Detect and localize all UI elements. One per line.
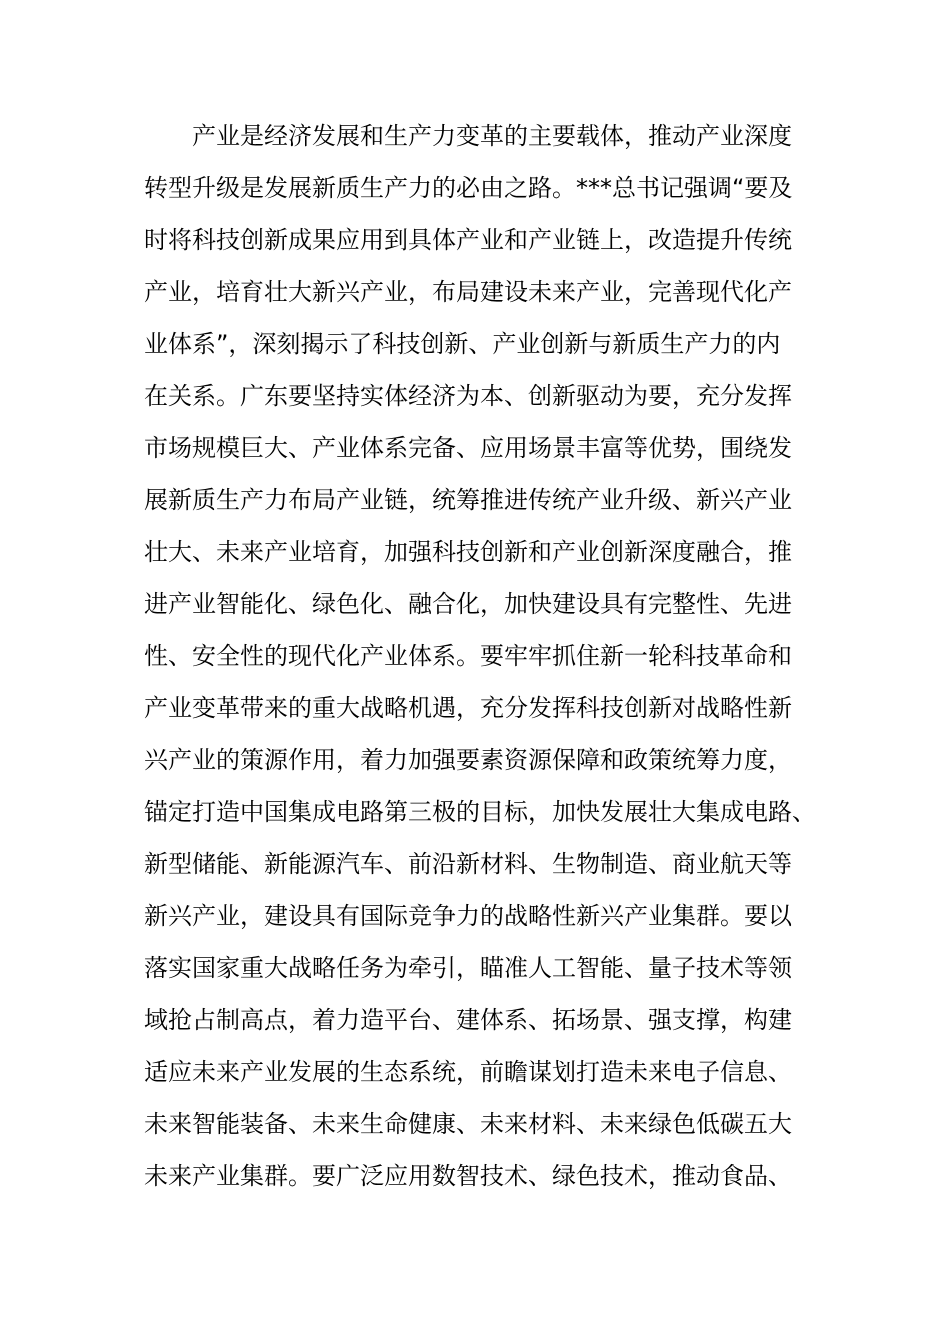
paragraph-line: 市场规模巨大、产业体系完备、应用场景丰富等优势，围绕发 <box>144 434 792 462</box>
paragraph-line: 新型储能、新能源汽车、前沿新材料、生物制造、商业航天等 <box>144 850 792 878</box>
paragraph-line: 业体系”，深刻揭示了科技创新、产业创新与新质生产力的内 <box>144 330 781 358</box>
paragraph-line: 新兴产业，建设具有国际竞争力的战略性新兴产业集群。要以 <box>144 902 792 930</box>
paragraph-line: 适应未来产业发展的生态系统，前瞻谋划打造未来电子信息、 <box>144 1058 792 1086</box>
paragraph-line: 兴产业的策源作用，着力加强要素资源保障和政策统筹力度， <box>144 746 792 774</box>
paragraph-line: 落实国家重大战略任务为牵引，瞄准人工智能、量子技术等领 <box>144 954 792 982</box>
paragraph-line: 产业是经济发展和生产力变革的主要载体，推动产业深度 <box>192 122 792 150</box>
paragraph-line: 未来产业集群。要广泛应用数智技术、绿色技术，推动食品、 <box>144 1162 792 1190</box>
paragraph-line: 进产业智能化、绿色化、融合化，加快建设具有完整性、先进 <box>144 590 792 618</box>
paragraph-line: 域抢占制高点，着力造平台、建体系、拓场景、强支撑，构建 <box>144 1006 792 1034</box>
paragraph-line: 在关系。广东要坚持实体经济为本、创新驱动为要，充分发挥 <box>144 382 792 410</box>
paragraph-line: 时将科技创新成果应用到具体产业和产业链上，改造提升传统 <box>144 226 792 254</box>
paragraph-line: 未来智能装备、未来生命健康、未来材料、未来绿色低碳五大 <box>144 1110 792 1138</box>
paragraph-line: 产业变革带来的重大战略机遇，充分发挥科技创新对战略性新 <box>144 694 792 722</box>
paragraph-line: 产业，培育壮大新兴产业，布局建设未来产业，完善现代化产 <box>144 278 792 306</box>
paragraph-line: 壮大、未来产业培育，加强科技创新和产业创新深度融合，推 <box>144 538 792 566</box>
paragraph-line: 性、安全性的现代化产业体系。要牢牢抓住新一轮科技革命和 <box>144 642 792 670</box>
paragraph-line: 锚定打造中国集成电路第三极的目标，加快发展壮大集成电路、 <box>144 798 816 826</box>
paragraph-line: 展新质生产力布局产业链，统筹推进传统产业升级、新兴产业 <box>144 486 792 514</box>
body-paragraph <box>144 110 824 1202</box>
paragraph-line: 转型升级是发展新质生产力的必由之路。***总书记强调“要及 <box>144 174 793 202</box>
